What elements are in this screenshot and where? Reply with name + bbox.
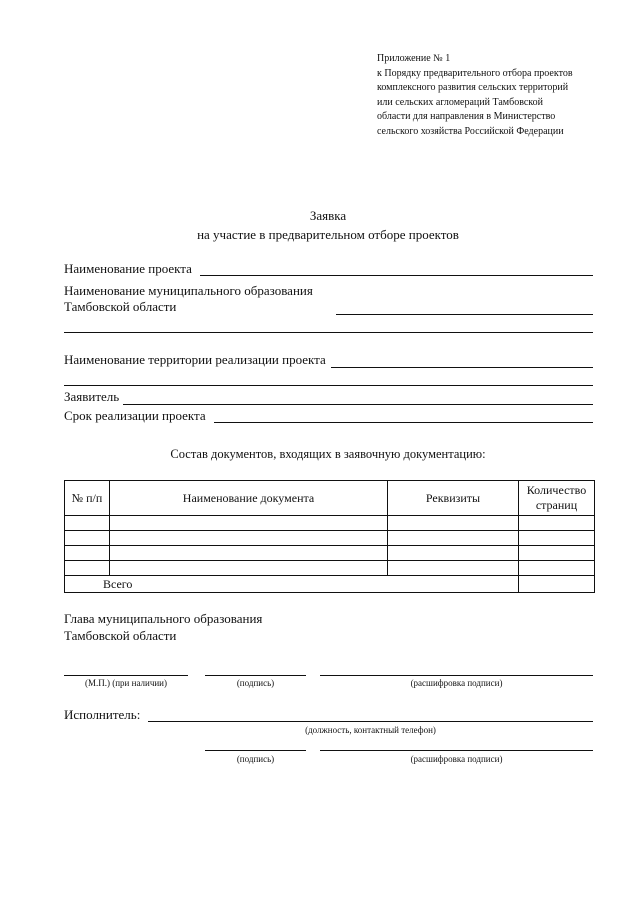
column-header-pages: Количество страниц	[519, 481, 595, 516]
appendix-line: или сельских агломераций Тамбовской	[377, 96, 544, 108]
term-line[interactable]	[214, 422, 593, 423]
stamp-line[interactable]	[64, 675, 188, 676]
executor-position-caption: (должность, контактный телефон)	[305, 725, 436, 735]
table-cell[interactable]	[388, 531, 519, 546]
documents-table	[64, 480, 595, 593]
table-cell[interactable]	[110, 546, 388, 561]
table-cell[interactable]	[519, 516, 595, 531]
table-cell[interactable]	[110, 561, 388, 576]
executor-decode-caption: (расшифровка подписи)	[410, 754, 503, 764]
appendix-line: сельского хозяйства Российской Федерации	[377, 125, 564, 137]
document-title: Заявка	[309, 208, 347, 223]
document-subtitle: на участие в предварительном отборе проектов	[197, 227, 459, 242]
head-label-2: Тамбовской области	[64, 628, 177, 643]
executor-label: Исполнитель:	[64, 707, 141, 722]
table-row	[65, 561, 595, 576]
signature-decode-caption: (расшифровка подписи)	[410, 678, 503, 688]
table-cell[interactable]	[65, 561, 110, 576]
table-cell[interactable]	[110, 516, 388, 531]
appendix-note	[377, 52, 617, 140]
appendix-line: комплексного развития сельских территорий	[377, 82, 569, 94]
table-cell[interactable]	[65, 516, 110, 531]
territory-line[interactable]	[331, 367, 593, 368]
executor-signature-caption: (подпись)	[236, 754, 275, 764]
table-cell[interactable]	[519, 531, 595, 546]
table-row	[65, 516, 595, 531]
table-cell[interactable]	[519, 546, 595, 561]
table-cell[interactable]	[388, 546, 519, 561]
table-cell[interactable]	[110, 531, 388, 546]
appendix-line: области для направления в Министерство	[377, 111, 556, 123]
total-label: Всего	[65, 576, 519, 593]
executor-decode-line[interactable]	[320, 750, 593, 751]
table-cell[interactable]	[519, 561, 595, 576]
municipality-line[interactable]	[336, 314, 593, 315]
table-cell[interactable]	[65, 546, 110, 561]
stamp-caption: (М.П.) (при наличии)	[85, 678, 167, 688]
head-label: Глава муниципального образования	[64, 611, 263, 626]
table-row	[65, 546, 595, 561]
applicant-label: Заявитель	[64, 389, 120, 404]
column-header-details: Реквизиты	[388, 481, 519, 516]
territory-label: Наименование территории реализации проекта	[64, 352, 326, 367]
appendix-line: Приложение № 1	[377, 53, 451, 64]
table-cell[interactable]	[388, 561, 519, 576]
territory-line-2[interactable]	[64, 385, 593, 386]
municipality-line-2[interactable]	[64, 332, 593, 333]
column-header-number: № п/п	[65, 481, 110, 516]
table-header-row	[65, 481, 595, 516]
table-total-row	[65, 576, 595, 593]
table-row	[65, 531, 595, 546]
project-name-label: Наименование проекта	[64, 261, 192, 276]
table-cell[interactable]	[388, 516, 519, 531]
applicant-line[interactable]	[123, 404, 593, 405]
signature-decode-line[interactable]	[320, 675, 593, 676]
signature-caption: (подпись)	[236, 678, 275, 688]
executor-line[interactable]	[148, 721, 593, 722]
term-label: Срок реализации проекта	[64, 408, 206, 423]
column-header-document: Наименование документа	[110, 481, 388, 516]
municipality-label: Наименование муниципального образования	[64, 283, 313, 298]
table-cell[interactable]	[65, 531, 110, 546]
project-name-line[interactable]	[200, 275, 593, 276]
total-pages-cell[interactable]	[519, 576, 595, 593]
signature-line[interactable]	[205, 675, 306, 676]
appendix-line: к Порядку предварительного отбора проектов	[377, 67, 573, 79]
municipality-label-2: Тамбовской области	[64, 299, 177, 314]
documents-heading: Состав документов, входящих в заявочную документацию:	[170, 447, 486, 461]
executor-signature-line[interactable]	[205, 750, 306, 751]
